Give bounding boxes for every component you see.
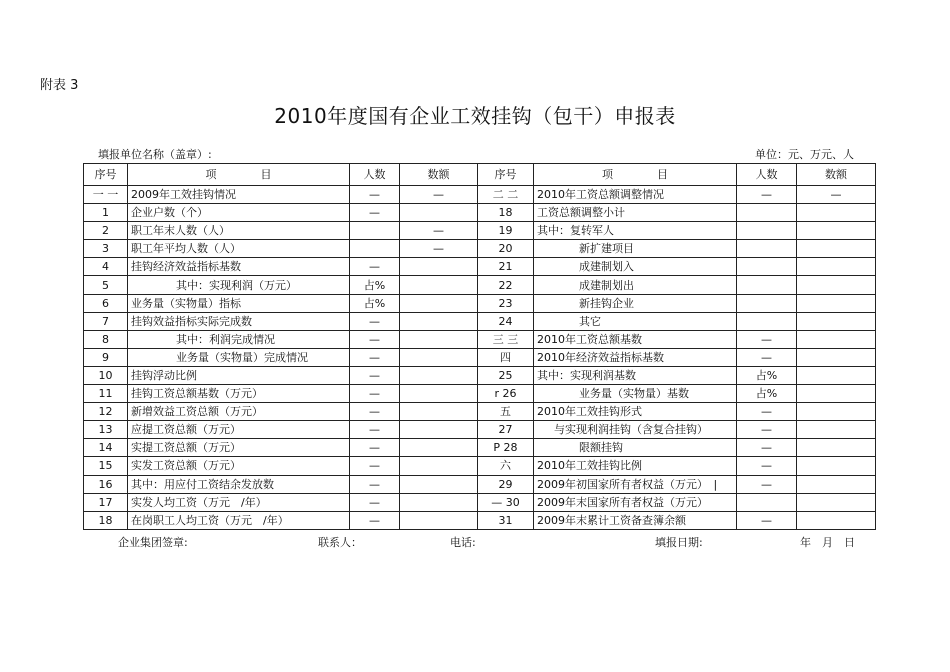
row-seq2: — 30	[478, 493, 534, 511]
row-seq: 13	[84, 421, 128, 439]
row-item: 挂钩效益指标实际完成数	[128, 312, 350, 330]
row-seq: 7	[84, 312, 128, 330]
row-amount2: —	[797, 186, 876, 204]
row-item2: 成建制划出	[534, 276, 737, 294]
row-item2: 其中：复转军人	[534, 222, 737, 240]
row-item: 业务量（实物量）指标	[128, 294, 350, 312]
row-item: 其中：用应付工资结余发放数	[128, 475, 350, 493]
row-people2: —	[737, 475, 797, 493]
row-item: 应提工资总额（万元）	[128, 421, 350, 439]
unit-label: 单位：元、万元、人	[755, 148, 854, 161]
row-amount2	[797, 475, 876, 493]
row-amount	[400, 366, 478, 384]
row-seq: 16	[84, 475, 128, 493]
row-seq: 3	[84, 240, 128, 258]
row-amount	[400, 385, 478, 403]
footer-contact: 联系人：	[318, 536, 362, 549]
row-seq2: 20	[478, 240, 534, 258]
row-amount2	[797, 276, 876, 294]
row-amount2	[797, 330, 876, 348]
row-amount2	[797, 385, 876, 403]
row-people: —	[350, 475, 400, 493]
row-people	[350, 240, 400, 258]
row-people2	[737, 204, 797, 222]
table-row	[84, 385, 876, 403]
row-people: —	[350, 439, 400, 457]
row-amount2	[797, 222, 876, 240]
row-item: 挂钩工资总额基数（万元）	[128, 385, 350, 403]
header-item2: 项 目	[534, 164, 737, 186]
row-people: —	[350, 348, 400, 366]
row-amount2	[797, 403, 876, 421]
row-seq: 12	[84, 403, 128, 421]
table-row	[84, 240, 876, 258]
row-item: 实提工资总额（万元）	[128, 439, 350, 457]
row-amount: —	[400, 222, 478, 240]
row-item: 企业户数（个）	[128, 204, 350, 222]
row-people2: —	[737, 457, 797, 475]
row-amount	[400, 403, 478, 421]
row-people	[350, 222, 400, 240]
table-row	[84, 457, 876, 475]
row-seq: 18	[84, 511, 128, 529]
row-seq: 8	[84, 330, 128, 348]
header-people: 人数	[350, 164, 400, 186]
table-row	[84, 330, 876, 348]
row-people2: —	[737, 330, 797, 348]
row-amount2	[797, 312, 876, 330]
row-amount	[400, 511, 478, 529]
row-amount2	[797, 511, 876, 529]
row-amount2	[797, 348, 876, 366]
row-seq2: P 28	[478, 439, 534, 457]
row-people2: —	[737, 403, 797, 421]
row-seq: 6	[84, 294, 128, 312]
row-seq2: 22	[478, 276, 534, 294]
table-row	[84, 439, 876, 457]
row-amount2	[797, 204, 876, 222]
row-amount2	[797, 493, 876, 511]
table-row	[84, 493, 876, 511]
header-amount: 数额	[400, 164, 478, 186]
row-people: —	[350, 385, 400, 403]
row-people2: 占%	[737, 366, 797, 384]
row-seq: 17	[84, 493, 128, 511]
row-people: 占%	[350, 294, 400, 312]
report-table	[83, 163, 876, 530]
row-seq: 5	[84, 276, 128, 294]
row-item2: 其中：实现利润基数	[534, 366, 737, 384]
row-seq2: 19	[478, 222, 534, 240]
table-row	[84, 276, 876, 294]
row-item2: 2010年工资总额基数	[534, 330, 737, 348]
row-item2: 2010年工效挂钩比例	[534, 457, 737, 475]
row-seq: 14	[84, 439, 128, 457]
row-item: 其中：实现利润（万元）	[128, 276, 350, 294]
row-amount	[400, 330, 478, 348]
row-amount	[400, 348, 478, 366]
row-item: 新增效益工资总额（万元）	[128, 403, 350, 421]
row-item2: 新扩建项目	[534, 240, 737, 258]
row-seq: 10	[84, 366, 128, 384]
table-row	[84, 186, 876, 204]
row-people2	[737, 240, 797, 258]
row-people2: 占%	[737, 385, 797, 403]
row-amount	[400, 258, 478, 276]
row-seq2: 三 三	[478, 330, 534, 348]
row-people: —	[350, 330, 400, 348]
row-people: —	[350, 258, 400, 276]
row-item2: 成建制划入	[534, 258, 737, 276]
row-amount	[400, 439, 478, 457]
table-row	[84, 366, 876, 384]
row-item2: 2009年末国家所有者权益（万元）	[534, 493, 737, 511]
row-seq2: 21	[478, 258, 534, 276]
table-header-row	[84, 164, 876, 186]
footer-group-sign: 企业集团签章:	[118, 536, 188, 549]
header-amount2: 数额	[797, 164, 876, 186]
row-people2: —	[737, 421, 797, 439]
row-item: 业务量（实物量）完成情况	[128, 348, 350, 366]
row-item2: 其它	[534, 312, 737, 330]
row-people2: —	[737, 439, 797, 457]
table-row	[84, 204, 876, 222]
row-amount	[400, 475, 478, 493]
row-item2: 2010年工资总额调整情况	[534, 186, 737, 204]
header-seq2: 序号	[478, 164, 534, 186]
footer-ymd: 年 月 日	[800, 536, 855, 549]
row-people2: —	[737, 186, 797, 204]
row-seq2: 18	[478, 204, 534, 222]
row-amount2	[797, 258, 876, 276]
row-people2	[737, 222, 797, 240]
row-item2: 2009年末累计工资备查簿余额	[534, 511, 737, 529]
page-title: 2010年度国有企业工效挂钩（包干）申报表	[274, 104, 676, 128]
footer-phone: 电话:	[450, 536, 476, 549]
row-seq2: 24	[478, 312, 534, 330]
table-row	[84, 222, 876, 240]
row-seq2: r 26	[478, 385, 534, 403]
row-item2: 2010年经济效益指标基数	[534, 348, 737, 366]
table-row	[84, 294, 876, 312]
row-seq: 15	[84, 457, 128, 475]
row-amount2	[797, 439, 876, 457]
row-amount: —	[400, 240, 478, 258]
row-amount2	[797, 457, 876, 475]
row-people: —	[350, 312, 400, 330]
header-item: 项 目	[128, 164, 350, 186]
row-seq2: 27	[478, 421, 534, 439]
row-amount	[400, 493, 478, 511]
row-item: 挂钩浮动比例	[128, 366, 350, 384]
row-people: —	[350, 186, 400, 204]
footer-fill-date: 填报日期:	[655, 536, 703, 549]
row-seq: 2	[84, 222, 128, 240]
row-people2	[737, 493, 797, 511]
row-amount	[400, 312, 478, 330]
row-seq2: 31	[478, 511, 534, 529]
annex-label: 附表 3	[40, 78, 79, 93]
table-row	[84, 348, 876, 366]
row-item2: 2010年工效挂钩形式	[534, 403, 737, 421]
row-amount2	[797, 421, 876, 439]
row-amount	[400, 276, 478, 294]
row-amount: —	[400, 186, 478, 204]
row-seq: 1	[84, 204, 128, 222]
row-item2: 工资总额调整小计	[534, 204, 737, 222]
filler-label: 填报单位名称（盖章）:	[98, 148, 212, 161]
row-people: —	[350, 493, 400, 511]
table-row	[84, 475, 876, 493]
row-seq2: 四	[478, 348, 534, 366]
row-item2: 业务量（实物量）基数	[534, 385, 737, 403]
header-people2: 人数	[737, 164, 797, 186]
row-people2	[737, 312, 797, 330]
row-people2	[737, 258, 797, 276]
row-seq: 一 一	[84, 186, 128, 204]
table-row	[84, 403, 876, 421]
row-amount2	[797, 240, 876, 258]
row-item: 2009年工效挂钩情况	[128, 186, 350, 204]
row-item: 其中：利润完成情况	[128, 330, 350, 348]
row-seq: 9	[84, 348, 128, 366]
row-item2: 2009年初国家所有者权益（万元） |	[534, 475, 737, 493]
row-people: —	[350, 366, 400, 384]
row-item: 挂钩经济效益指标基数	[128, 258, 350, 276]
row-seq2: 五	[478, 403, 534, 421]
row-seq: 4	[84, 258, 128, 276]
row-item: 在岗职工人均工资（万元 /年）	[128, 511, 350, 529]
row-seq2: 六	[478, 457, 534, 475]
row-item: 实发工资总额（万元）	[128, 457, 350, 475]
row-item2: 限额挂钩	[534, 439, 737, 457]
header-seq: 序号	[84, 164, 128, 186]
row-people2: —	[737, 348, 797, 366]
table-row	[84, 312, 876, 330]
table-row	[84, 258, 876, 276]
row-amount2	[797, 366, 876, 384]
row-item: 职工年平均人数（人）	[128, 240, 350, 258]
row-people2: —	[737, 511, 797, 529]
row-item: 职工年末人数（人）	[128, 222, 350, 240]
row-seq2: 25	[478, 366, 534, 384]
row-people: 占%	[350, 276, 400, 294]
row-seq2: 29	[478, 475, 534, 493]
row-item: 实发人均工资（万元 /年）	[128, 493, 350, 511]
row-seq2: 二 二	[478, 186, 534, 204]
row-people: —	[350, 421, 400, 439]
row-people2	[737, 276, 797, 294]
row-amount	[400, 204, 478, 222]
row-item2: 与实现利润挂钩（含复合挂钩）	[534, 421, 737, 439]
row-people2	[737, 294, 797, 312]
table-row	[84, 421, 876, 439]
row-amount	[400, 421, 478, 439]
row-amount	[400, 457, 478, 475]
row-seq: 11	[84, 385, 128, 403]
table-row	[84, 511, 876, 529]
row-people: —	[350, 403, 400, 421]
row-people: —	[350, 511, 400, 529]
row-amount2	[797, 294, 876, 312]
row-people: —	[350, 204, 400, 222]
row-seq2: 23	[478, 294, 534, 312]
row-amount	[400, 294, 478, 312]
row-people: —	[350, 457, 400, 475]
row-item2: 新挂钩企业	[534, 294, 737, 312]
